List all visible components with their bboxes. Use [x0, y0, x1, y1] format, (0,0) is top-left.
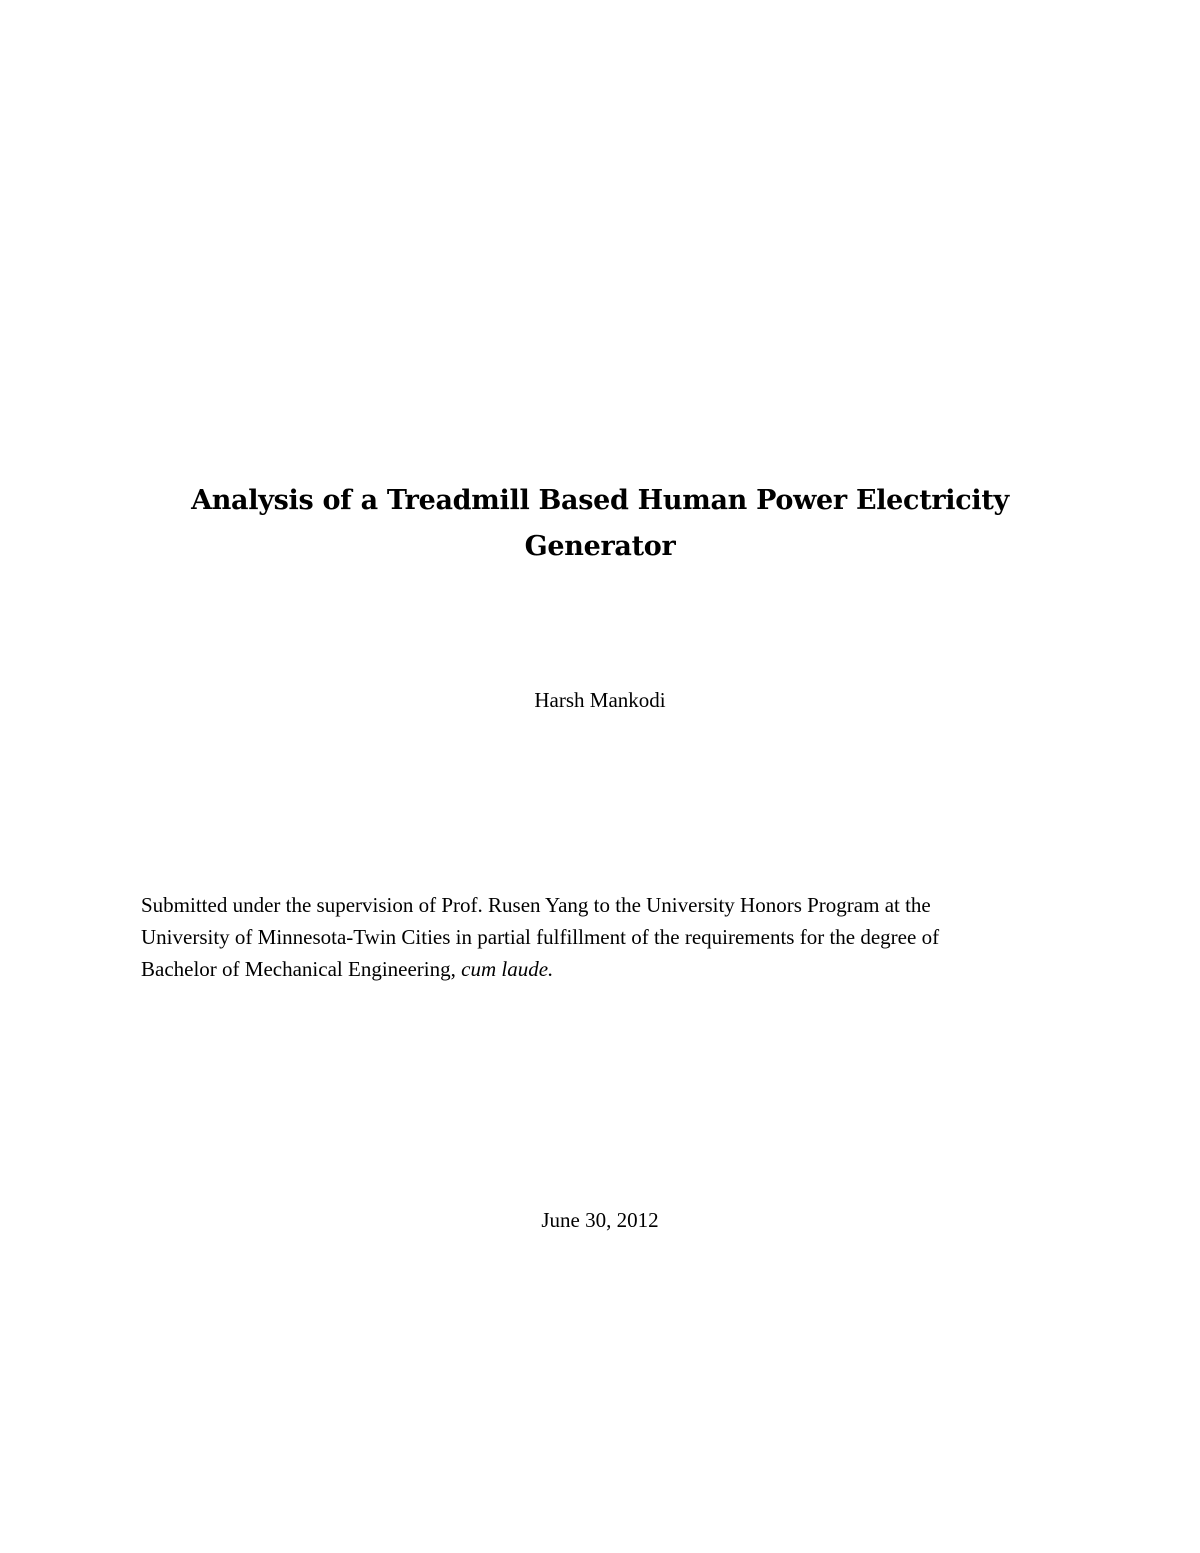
- document-title: [100, 478, 1100, 570]
- statement-line-3: [141, 953, 1061, 985]
- statement-line-3-text: Bachelor of Mechanical Engineering,: [141, 957, 462, 981]
- statement-honors-italic: cum laude.: [461, 957, 554, 981]
- title-line-2: Generator: [524, 531, 676, 562]
- statement-line-2: University of Minnesota-Twin Cities in partial fulfillment of the requirements for the degree of: [141, 925, 940, 949]
- statement-line-1: Submitted under the supervision of Prof. Rusen Yang to the University Honors Program at the: [141, 893, 931, 917]
- submission-statement: [141, 889, 1061, 985]
- title-line-1: Analysis of a Treadmill Based Human Power Electricity: [191, 485, 1009, 516]
- author-name: Harsh Mankodi: [534, 688, 666, 712]
- submission-date: June 30, 2012: [541, 1208, 659, 1232]
